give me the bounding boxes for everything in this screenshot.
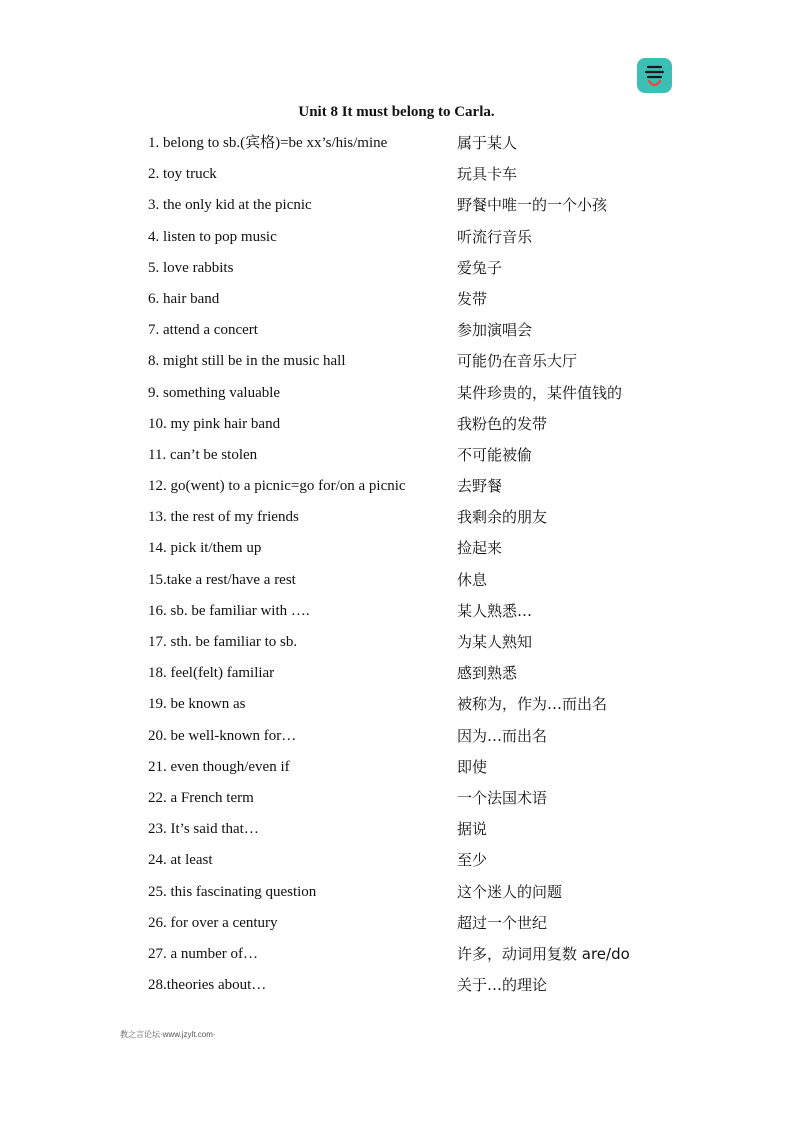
list-item (148, 256, 708, 287)
phrase-zh: 爱兔子 (457, 258, 503, 277)
phrase-zh: 属于某人 (457, 134, 518, 152)
phrase-zh: 我粉色的发带 (457, 414, 548, 433)
phrase-en: 5. love rabbits (148, 259, 234, 276)
list-item (148, 162, 708, 193)
phrase-en: 18. feel(felt) familiar (148, 665, 275, 682)
phrase-zh: 参加演唱会 (457, 321, 533, 340)
list-item (148, 942, 708, 973)
phrase-en: 24. at least (148, 852, 213, 869)
phrase-en: 12. go(went) to a picnic=go for/on a picnic (148, 478, 406, 495)
phrase-en: 17. sth. be familiar to sb. (148, 634, 298, 650)
phrase-en: 28.theories about… (148, 977, 267, 994)
phrase-zh: 玩具卡车 (457, 165, 518, 184)
list-item (148, 412, 708, 443)
list-item (148, 692, 708, 723)
list-item (148, 225, 708, 256)
phrase-zh: 感到熟悉 (457, 664, 518, 683)
list-item (148, 505, 708, 536)
list-item (148, 381, 708, 412)
phrase-zh: 超过一个世纪 (457, 913, 548, 932)
footer-watermark: 教之言论坛·www.jzylt.com· (120, 1030, 216, 1039)
list-item (148, 474, 708, 505)
phrase-en: 22. a French term (148, 789, 254, 806)
list-item (148, 786, 708, 817)
phrase-en: 13. the rest of my friends (148, 509, 299, 526)
list-item (148, 568, 708, 599)
list-item (148, 661, 708, 692)
phrase-zh: 捡起来 (457, 539, 503, 558)
phrase-zh: 因为…而出名 (457, 726, 548, 745)
page-title: Unit 8 It must belong to Carla. (298, 104, 495, 120)
list-item (148, 349, 708, 380)
phrase-zh: 可能仍在音乐大厅 (457, 352, 578, 371)
phrase-en: 26. for over a century (148, 914, 278, 931)
phrase-zh: 许多，动词用复数 are/do (457, 944, 630, 963)
phrase-zh: 即使 (457, 757, 488, 776)
phrase-zh: 我剩余的朋友 (457, 508, 548, 527)
phrase-en: 6. hair band (148, 290, 220, 307)
phrase-en: 19. be known as (148, 696, 246, 713)
phrase-zh: 某人熟悉… (457, 601, 533, 620)
phrase-en: 15.take a rest/have a rest (148, 571, 296, 588)
phrase-en: 8. might still be in the music hall (148, 353, 346, 370)
phrase-zh: 不可能被偷 (457, 445, 533, 464)
list-item (148, 911, 708, 942)
phrase-zh: 休息 (457, 570, 488, 589)
phrase-en: 23. It’s said that… (148, 821, 259, 838)
list-item (148, 724, 708, 755)
phrase-en: 11. can’t be stolen (148, 446, 258, 463)
list-item (148, 817, 708, 848)
phrase-en: 14. pick it/them up (148, 540, 262, 557)
phrase-en: 20. be well-known for… (148, 727, 297, 744)
phrase-zh: 一个法国术语 (457, 788, 548, 807)
phrase-zh: 听流行音乐 (457, 227, 533, 246)
list-item (148, 973, 708, 1004)
phrase-zh: 某件珍贵的，某件值钱的 (457, 383, 623, 402)
list-item (148, 880, 708, 911)
phrase-zh: 去野餐 (457, 477, 503, 496)
list-item (148, 755, 708, 786)
phrase-en: 25. this fascinating question (148, 883, 317, 900)
list-item (148, 131, 708, 162)
phrase-en: 27. a number of… (148, 945, 258, 962)
phrase-zh: 被称为，作为…而出名 (457, 695, 608, 714)
phrase-en: 7. attend a concert (148, 322, 258, 339)
phrase-en: 10. my pink hair band (148, 415, 281, 432)
phrase-zh: 至少 (457, 851, 488, 870)
vocab-list (148, 131, 708, 1004)
phrase-en: 16. sb. be familiar with …. (148, 602, 310, 619)
site-logo-icon (637, 58, 672, 93)
phrase-en: 3. the only kid at the picnic (148, 197, 312, 214)
list-item (148, 630, 708, 661)
list-item (148, 287, 708, 318)
phrase-en: 21. even though/even if (148, 758, 290, 775)
phrase-en: 4. listen to pop music (148, 228, 277, 245)
phrase-zh: 这个迷人的问题 (457, 882, 563, 901)
list-item (148, 536, 708, 567)
list-item (148, 848, 708, 879)
list-item (148, 318, 708, 349)
phrase-zh: 为某人熟知 (457, 633, 533, 651)
list-item (148, 193, 708, 224)
phrase-en: 9. something valuable (148, 384, 281, 401)
phrase-zh: 野餐中唯一的一个小孩 (457, 196, 608, 215)
phrase-en: 1. belong to sb.(宾格)=be xx’s/his/mine (148, 135, 388, 151)
phrase-zh: 据说 (457, 820, 488, 839)
phrase-zh: 关于…的理论 (457, 976, 548, 995)
list-item (148, 443, 708, 474)
list-item (148, 599, 708, 630)
phrase-zh: 发带 (457, 289, 488, 308)
phrase-en: 2. toy truck (148, 166, 217, 183)
